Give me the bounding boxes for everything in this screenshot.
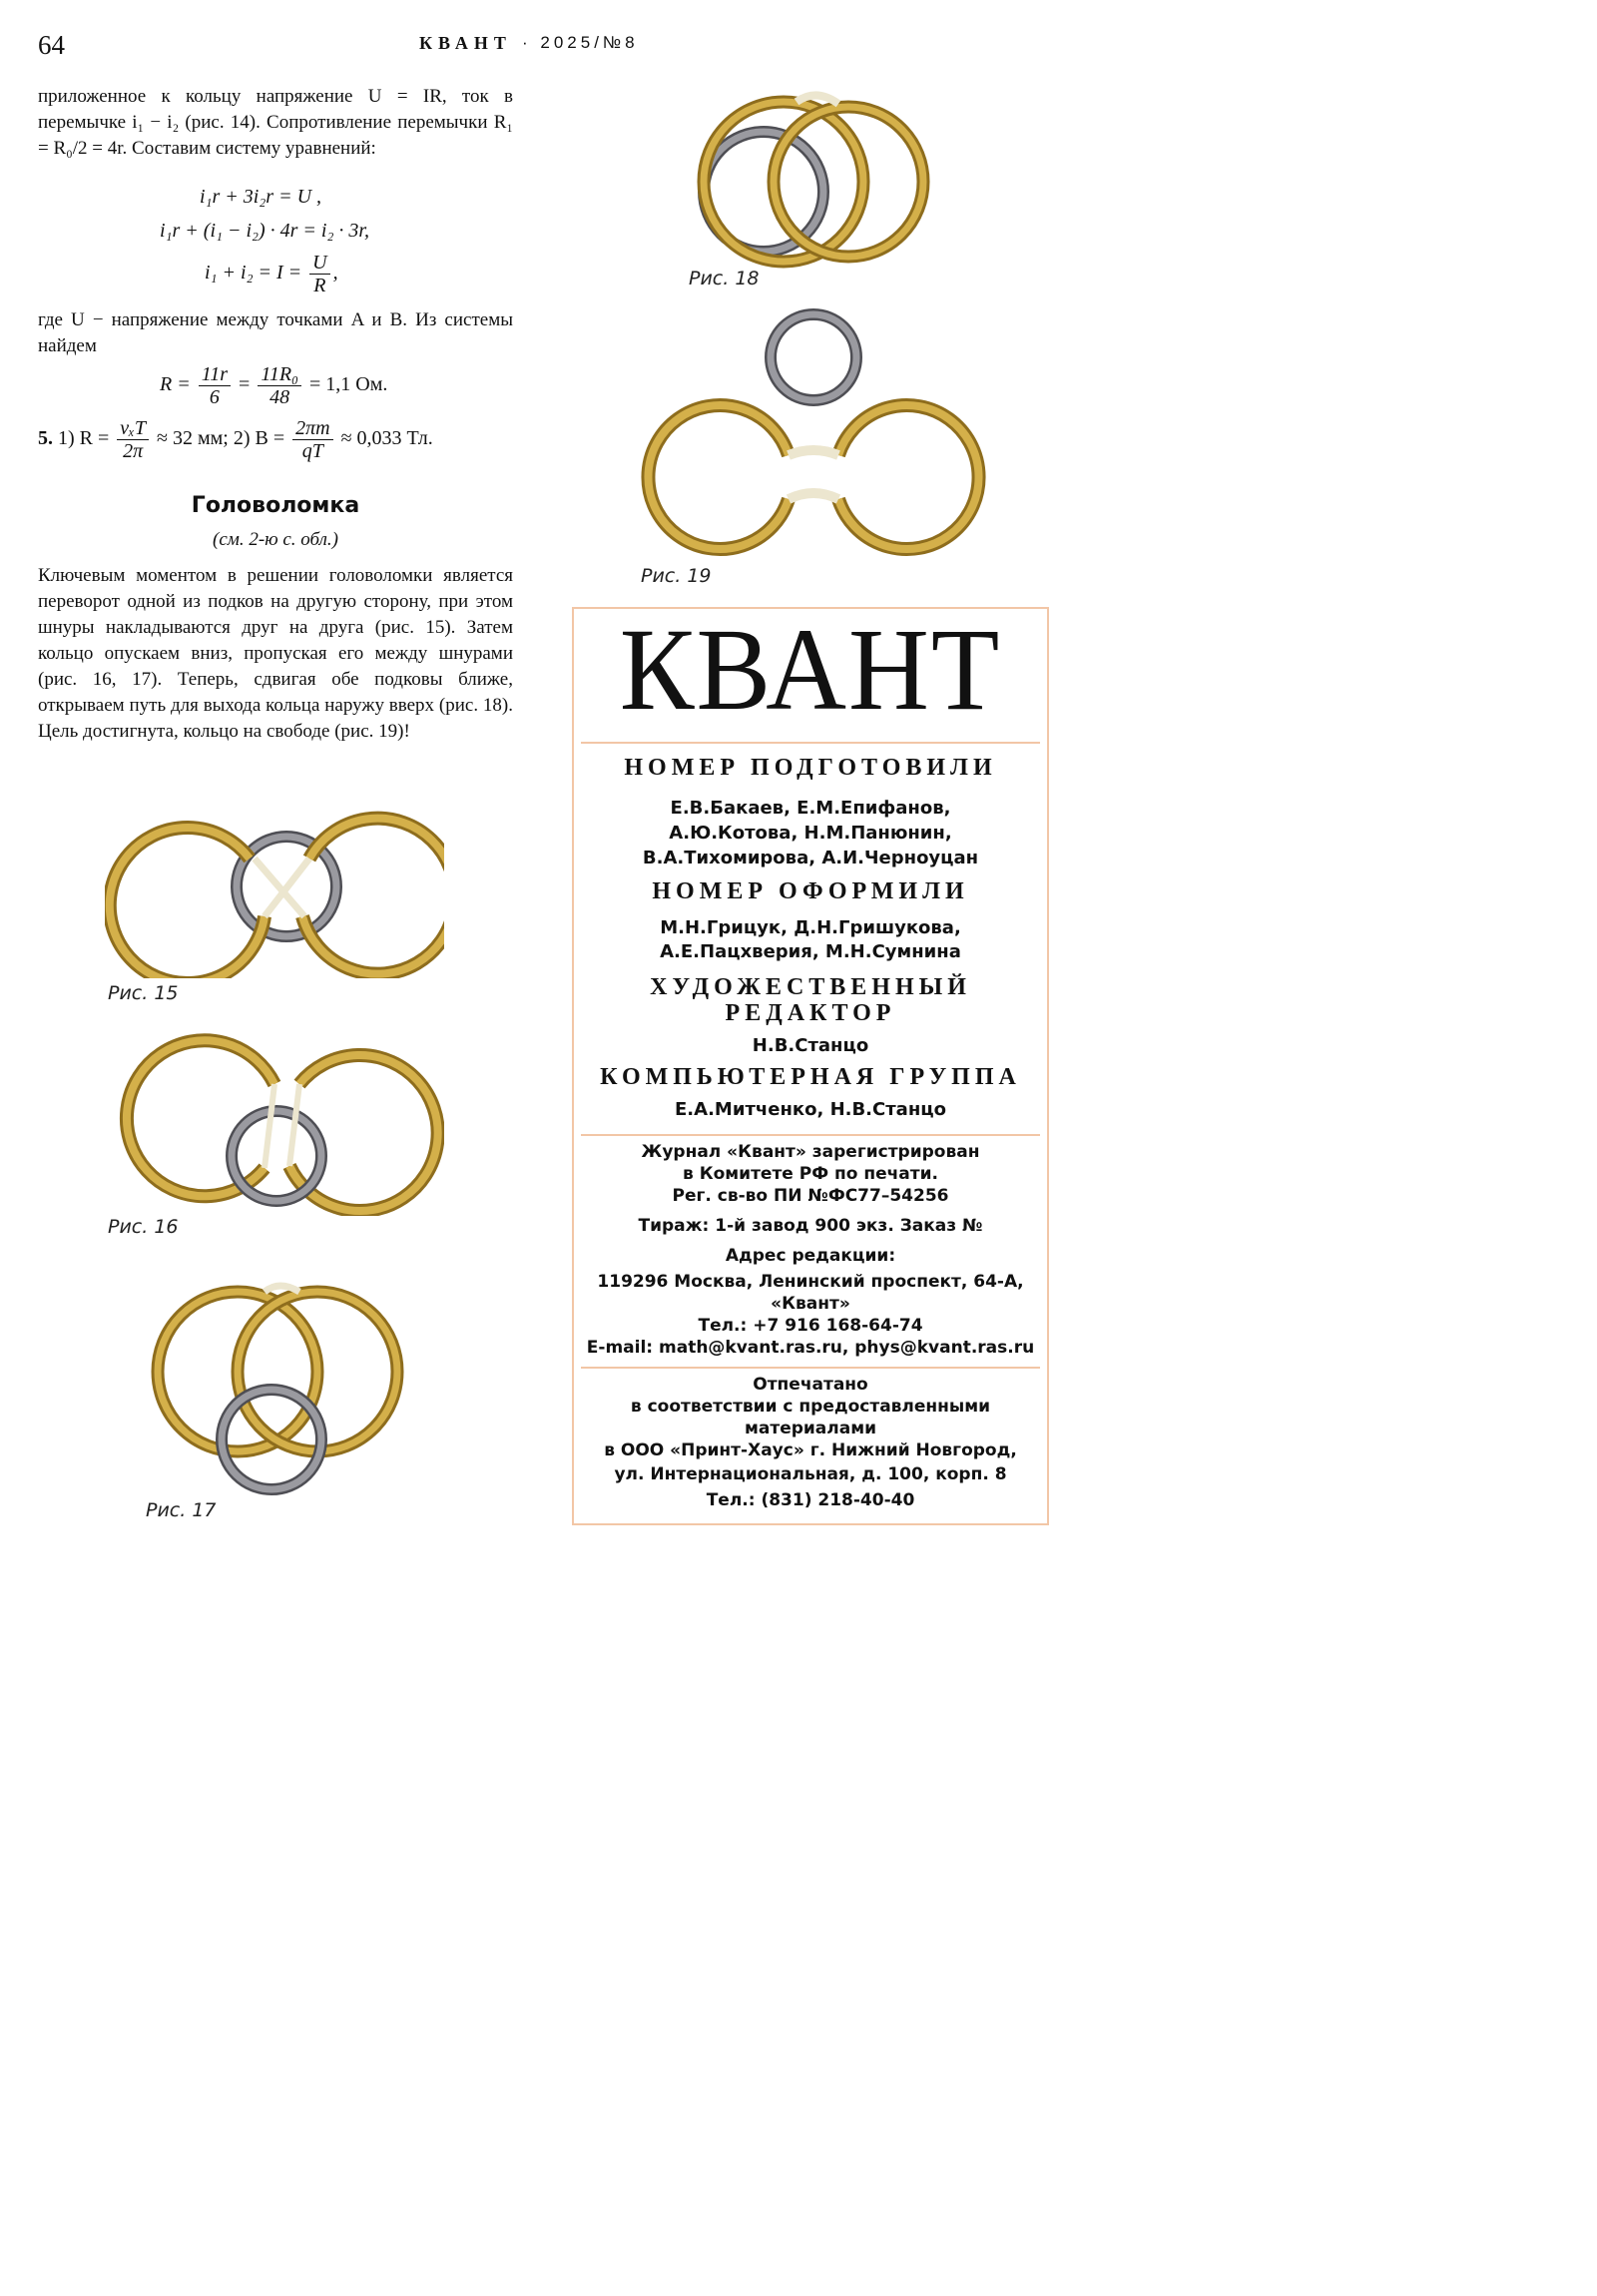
- page-number: 64: [38, 30, 65, 60]
- equation-4-frac2-den: 48: [269, 386, 290, 408]
- registration-line-2: в Комитете РФ по печати.: [683, 1164, 938, 1184]
- names-prepared-3: В.А.Тихомирова, А.И.Черноуцан: [642, 848, 979, 868]
- steel-ring-highlight: [771, 314, 856, 400]
- heading-designed: НОМЕР ОФОРМИЛИ: [652, 878, 969, 904]
- cords: [265, 1286, 299, 1292]
- printed-line-3: материалами: [744, 1419, 877, 1438]
- address-line-2: «Квант»: [771, 1294, 850, 1314]
- equation-4-frac1-num: 11r: [199, 363, 231, 386]
- brand-logo-text: КВАНТ: [619, 604, 1002, 736]
- equation-4-right: = 1,1 Ом.: [309, 373, 388, 396]
- answer-5-end: ≈ 0,033 Тл.: [340, 427, 433, 450]
- registration-line-1: Журнал «Квант» зарегистрирован: [641, 1142, 980, 1162]
- equation-1: i₁r + 3i₂r = U ,: [200, 186, 322, 208]
- answer-5-frac2-den: qT: [301, 440, 323, 462]
- phone: Тел.: +7 916 168-64-74: [698, 1316, 923, 1336]
- heading-computer-group: КОМПЬЮТЕРНАЯ ГРУППА: [600, 1064, 1021, 1090]
- printed-line-2: в соответствии с предоставленными: [630, 1397, 991, 1417]
- answer-5-frac1-den: 2π: [123, 440, 144, 462]
- equation-4: R = $\frac{11r}{6}$ = $\frac{\text{11R₀}}{48}$ = 1,1 Ом.: [160, 363, 388, 408]
- caption-fig16: Рис. 16: [108, 1216, 179, 1238]
- equation-4-left: R =: [160, 373, 191, 396]
- section-subtitle: (см. 2-ю с. обл.): [213, 529, 338, 550]
- left-horseshoe-highlight: [648, 405, 789, 549]
- heading-art-editor-2: РЕДАКТОР: [725, 1000, 896, 1026]
- answer-5-frac2-num: 2πm: [292, 417, 332, 440]
- printed-line-1: Отпечатано: [753, 1375, 868, 1395]
- email: E-mail: math@kvant.ras.ru, phys@kvant.ras.ru: [586, 1338, 1035, 1358]
- divider: [581, 1367, 1040, 1369]
- names-prepared-1: Е.В.Бакаев, Е.М.Епифанов,: [670, 798, 951, 819]
- printed-line-5: ул. Интернациональная, д. 100, корп. 8: [614, 1464, 1007, 1484]
- divider: [581, 742, 1040, 744]
- issue-number: · 2025/№8: [522, 33, 639, 52]
- text-paragraph-1: приложенное к кольцу напряжение U = IR, ток в перемычке i₁ − i₂ (рис. 14). Сопротивление перемычки R₁ = R₀/2 = 4r. Составим систему уравнений:: [38, 86, 513, 159]
- answer-5-mid: ≈ 32 мм; 2) B =: [156, 427, 285, 450]
- caption-fig19: Рис. 19: [641, 565, 712, 587]
- answer-5-part1: 1) R =: [58, 427, 110, 450]
- names-designed-2: А.Е.Пацхверия, М.Н.Сумнина: [660, 941, 961, 962]
- section-title: Головоломка: [191, 493, 360, 518]
- left-horseshoe-highlight: [704, 102, 863, 262]
- heading-art-editor-1: ХУДОЖЕСТВЕННЫЙ: [650, 974, 971, 1000]
- equation-4-frac1-den: 6: [209, 386, 220, 408]
- figure-18-photo: [689, 82, 948, 272]
- text-paragraph-2: где U − напряжение между точками A и B. Из системы найдем: [38, 309, 513, 356]
- equation-3-left: i₁ + i₂ = I =: [205, 262, 302, 285]
- names-computer-group: Е.А.Митченко, Н.В.Станцо: [675, 1099, 946, 1120]
- right-horseshoe-highlight: [838, 405, 979, 549]
- equation-4-frac2-num: 11R₀: [258, 363, 301, 386]
- figure-19-photo: [639, 307, 988, 557]
- answer-5: [38, 417, 433, 462]
- equation-3-denominator: R: [313, 275, 326, 296]
- equation-3: i₁ + i₂ = I = $\frac{U}{R}$ ,: [205, 252, 338, 296]
- caption-fig15: Рис. 15: [108, 982, 179, 1004]
- divider: [581, 1134, 1040, 1136]
- figure-15-photo: [105, 799, 444, 978]
- caption-fig17: Рис. 17: [146, 1499, 217, 1521]
- address-line-1: 119296 Москва, Ленинский проспект, 64-А,: [597, 1272, 1024, 1292]
- text-paragraph-3: Ключевым моментом в решении головоломки является переворот одной из подков на другую сторону, при этом шнуры накладываются друг на друга (рис. 15). Затем кольцо опускаем вниз, пропуская его между шнурами (рис. 16, 17). Теперь, сдвигая обе подковы ближе, открываем путь для выхода кольца наружу вверх (рис. 18). Цель достигнута, кольцо на свободе (рис. 19)!: [38, 565, 513, 742]
- circulation: Тираж: 1-й завод 900 экз. Заказ №: [638, 1216, 983, 1236]
- figure-17-photo: [150, 1280, 409, 1499]
- cords: [265, 1084, 299, 1168]
- printed-line-6: Тел.: (831) 218-40-40: [706, 1490, 915, 1510]
- printed-line-4: в ООО «Принт-Хаус» г. Нижний Новгород,: [604, 1440, 1017, 1460]
- caption-fig18: Рис. 18: [689, 268, 760, 289]
- figure-16-photo: [105, 1026, 444, 1216]
- names-designed-1: М.Н.Грицук, Д.Н.Гришукова,: [660, 917, 961, 938]
- address-heading: Адрес редакции:: [725, 1246, 896, 1266]
- equation-3-numerator: U: [309, 252, 329, 275]
- answer-5-frac1-num: vₓT: [117, 417, 149, 440]
- answer-5-label: 5.: [38, 427, 53, 450]
- names-prepared-2: А.Ю.Котова, Н.М.Панюнин,: [669, 823, 952, 844]
- cords: [789, 450, 838, 499]
- name-art-editor: Н.В.Станцо: [752, 1035, 869, 1056]
- heading-prepared: НОМЕР ПОДГОТОВИЛИ: [624, 755, 997, 781]
- cords: [255, 859, 309, 916]
- journal-title: КВАНТ: [419, 33, 512, 53]
- registration-line-3: Рег. св-во ПИ №ФС77–54256: [672, 1186, 949, 1206]
- journal-page: [0, 0, 1086, 1565]
- equation-2: i₁r + (i₁ − i₂) · 4r = i₂ · 3r,: [160, 220, 369, 242]
- steel-ring-highlight: [232, 1111, 321, 1201]
